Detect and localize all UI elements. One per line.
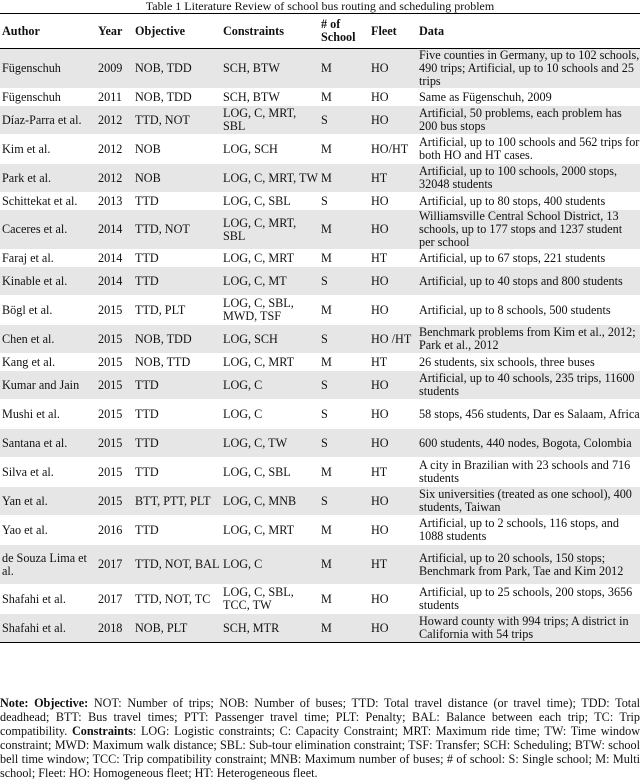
cell-year: 2013 xyxy=(96,193,133,210)
cell-data: Artificial, up to 67 stops, 221 students xyxy=(417,250,640,267)
cell-school: M xyxy=(319,614,369,643)
header-constraints: Constraints xyxy=(221,14,319,49)
cell-year: 2016 xyxy=(96,516,133,545)
cell-fleet: HT xyxy=(369,250,417,267)
cell-school: S xyxy=(319,429,369,458)
cell-data: Williamsville Central School District, 13 schools, up to 177 stops and 1237 student per school xyxy=(417,210,640,250)
cell-objective: TTD xyxy=(133,267,221,296)
cell-year: 2015 xyxy=(96,400,133,429)
cell-school: M xyxy=(319,458,369,487)
table-row xyxy=(0,487,640,516)
cell-objective: TTD xyxy=(133,400,221,429)
cell-data: 26 students, six schools, three buses xyxy=(417,354,640,371)
table-caption: Table 1 Literature Review of school bus routing and scheduling problem xyxy=(145,0,495,13)
cell-fleet: HO xyxy=(369,89,417,106)
cell-school: M xyxy=(319,210,369,250)
cell-fleet: HO xyxy=(369,371,417,400)
cell-constraints: LOG, C, TW xyxy=(221,429,319,458)
cell-year: 2009 xyxy=(96,49,133,89)
header-year: Year xyxy=(96,14,133,49)
table-row xyxy=(0,400,640,429)
cell-data: Benchmark problems from Kim et al., 2012; Park et al., 2012 xyxy=(417,325,640,354)
cell-constraints: LOG, C, MNB xyxy=(221,487,319,516)
cell-constraints: LOG, C, SBL xyxy=(221,193,319,210)
cell-author: Fügenschuh xyxy=(0,49,96,89)
cell-fleet: HO /HT xyxy=(369,325,417,354)
cell-school: M xyxy=(319,164,369,193)
table-row xyxy=(0,106,640,135)
cell-constraints: SCH, BTW xyxy=(221,89,319,106)
table-row xyxy=(0,267,640,296)
cell-objective: NOB xyxy=(133,135,221,164)
cell-school: S xyxy=(319,267,369,296)
cell-constraints: LOG, SCH xyxy=(221,135,319,164)
cell-year: 2015 xyxy=(96,458,133,487)
cell-fleet: HO xyxy=(369,487,417,516)
cell-author: Chen et al. xyxy=(0,325,96,354)
cell-objective: NOB xyxy=(133,164,221,193)
cell-objective: TTD, NOT xyxy=(133,106,221,135)
cell-author: Caceres et al. xyxy=(0,210,96,250)
cell-author: Kumar and Jain xyxy=(0,371,96,400)
cell-constraints: LOG, C, MRT xyxy=(221,354,319,371)
cell-objective: BTT, PTT, PLT xyxy=(133,487,221,516)
cell-fleet: HT xyxy=(369,545,417,585)
cell-year: 2015 xyxy=(96,354,133,371)
cell-year: 2015 xyxy=(96,296,133,325)
cell-fleet: HO/HT xyxy=(369,135,417,164)
cell-constraints: SCH, MTR xyxy=(221,614,319,643)
cell-data: Artificial, 50 problems, each problem has 200 bus stops xyxy=(417,106,640,135)
table-row xyxy=(0,250,640,267)
cell-objective: TTD xyxy=(133,429,221,458)
table-row xyxy=(0,458,640,487)
cell-school: M xyxy=(319,545,369,585)
cell-data: Same as Fügenschuh, 2009 xyxy=(417,89,640,106)
cell-constraints: SCH, BTW xyxy=(221,49,319,89)
cell-author: Shafahi et al. xyxy=(0,585,96,614)
note-objective-text: NOT: Number of trips; NOB: Number of buses; TTD: Total travel distance (or travel time); TDD: Total deadhead; BTT: Bus travel times; PTT: Passenger travel time; PLT: Penalty; BAL: Balance between each trip; TC: Trip compatibility. xyxy=(0,696,640,738)
table-row xyxy=(0,545,640,585)
cell-year: 2018 xyxy=(96,614,133,643)
cell-year: 2014 xyxy=(96,250,133,267)
cell-school: S xyxy=(319,371,369,400)
cell-objective: NOB, TTD xyxy=(133,354,221,371)
cell-author: Kim et al. xyxy=(0,135,96,164)
cell-school: M xyxy=(319,135,369,164)
table-row xyxy=(0,516,640,545)
cell-author: Fügenschuh xyxy=(0,89,96,106)
cell-fleet: HO xyxy=(369,193,417,210)
cell-author: Yan et al. xyxy=(0,487,96,516)
cell-fleet: HO xyxy=(369,516,417,545)
cell-author: Díaz-Parra et al. xyxy=(0,106,96,135)
table-row xyxy=(0,429,640,458)
cell-fleet: HO xyxy=(369,429,417,458)
cell-fleet: HT xyxy=(369,354,417,371)
cell-data: Howard county with 994 trips; A district in California with 54 trips xyxy=(417,614,640,643)
table-row xyxy=(0,193,640,210)
cell-year: 2015 xyxy=(96,487,133,516)
cell-author: Bögl et al. xyxy=(0,296,96,325)
header-school: # of School xyxy=(319,14,369,49)
table-note xyxy=(0,696,640,780)
cell-data: Artificial, up to 2 schools, 116 stops, and 1088 students xyxy=(417,516,640,545)
cell-data: A city in Brazilian with 23 schools and 716 students xyxy=(417,458,640,487)
cell-year: 2014 xyxy=(96,267,133,296)
cell-objective: TTD, NOT xyxy=(133,210,221,250)
cell-year: 2012 xyxy=(96,106,133,135)
cell-objective: TTD xyxy=(133,193,221,210)
table-row xyxy=(0,354,640,371)
cell-objective: NOB, TDD xyxy=(133,89,221,106)
cell-data: Artificial, up to 25 schools, 200 stops, 3656 students xyxy=(417,585,640,614)
cell-data: Artificial, up to 20 schools, 150 stops; Benchmark from Park, Tae and Kim 2012 xyxy=(417,545,640,585)
cell-constraints: LOG, C, SBL, TCC, TW xyxy=(221,585,319,614)
cell-author: Kinable et al. xyxy=(0,267,96,296)
cell-constraints: LOG, C, MRT, SBL xyxy=(221,106,319,135)
cell-constraints: LOG, C xyxy=(221,545,319,585)
cell-fleet: HO xyxy=(369,296,417,325)
cell-year: 2015 xyxy=(96,325,133,354)
cell-objective: TTD, NOT, TC xyxy=(133,585,221,614)
table-row xyxy=(0,585,640,614)
cell-year: 2017 xyxy=(96,585,133,614)
cell-school: M xyxy=(319,516,369,545)
table-row xyxy=(0,325,640,354)
note-objective-label: Note: Objective: xyxy=(0,696,89,710)
cell-year: 2015 xyxy=(96,429,133,458)
cell-fleet: HT xyxy=(369,458,417,487)
table-row xyxy=(0,296,640,325)
cell-data: Artificial, up to 100 schools and 562 trips for both HO and HT cases. xyxy=(419,135,640,162)
table-row xyxy=(0,371,640,400)
table-row xyxy=(0,614,640,643)
cell-data: Five counties in Germany, up to 102 schools, 490 trips; Artificial, up to 10 schools and 25 trips xyxy=(419,48,640,88)
cell-school: S xyxy=(319,106,369,135)
table-body xyxy=(0,49,640,643)
cell-school: M xyxy=(319,296,369,325)
cell-objective: TTD, PLT xyxy=(133,296,221,325)
cell-author: Mushi et al. xyxy=(0,400,96,429)
cell-school: S xyxy=(319,193,369,210)
header-row xyxy=(0,14,640,49)
cell-author: Yao et al. xyxy=(0,516,96,545)
cell-fleet: HO xyxy=(369,267,417,296)
cell-data: Artificial, up to 40 stops and 800 students xyxy=(417,267,640,296)
cell-objective: NOB, PLT xyxy=(133,614,221,643)
cell-objective: NOB, TDD xyxy=(133,325,221,354)
cell-data: Artificial, up to 8 schools, 500 students xyxy=(417,296,640,325)
table-row xyxy=(0,135,640,164)
cell-year: 2012 xyxy=(96,164,133,193)
cell-fleet: HT xyxy=(369,164,417,193)
cell-constraints: LOG, SCH xyxy=(221,325,319,354)
cell-constraints: LOG, C, MRT, TW xyxy=(221,164,319,193)
header-author: Author xyxy=(0,14,96,49)
cell-year: 2014 xyxy=(96,210,133,250)
cell-objective: NOB, TDD xyxy=(133,49,221,89)
cell-data: Artificial, up to 80 stops, 400 students xyxy=(417,193,640,210)
literature-table xyxy=(0,13,640,643)
cell-author: Schittekat et al. xyxy=(0,193,96,210)
cell-year: 2011 xyxy=(96,89,133,106)
table-row xyxy=(0,164,640,193)
cell-fleet: HO xyxy=(369,106,417,135)
cell-data: 58 stops, 456 students, Dar es Salaam, Africa xyxy=(417,400,640,429)
cell-author: Santana et al. xyxy=(0,429,96,458)
cell-constraints: LOG, C, MRT xyxy=(221,516,319,545)
cell-fleet: HO xyxy=(369,49,417,89)
cell-year: 2012 xyxy=(96,135,133,164)
cell-school: M xyxy=(319,250,369,267)
cell-school: M xyxy=(319,89,369,106)
cell-objective: TTD, NOT, BAL xyxy=(133,545,221,585)
cell-author: Silva et al. xyxy=(0,458,96,487)
cell-objective: TTD xyxy=(133,516,221,545)
cell-data: 600 students, 440 nodes, Bogota, Colombia xyxy=(417,429,640,458)
cell-objective: TTD xyxy=(133,458,221,487)
cell-constraints: LOG, C xyxy=(221,400,319,429)
cell-data: Artificial, up to 100 schools, 2000 stops, 32048 students xyxy=(417,164,640,193)
cell-author: Park et al. xyxy=(0,164,96,193)
table-row xyxy=(0,210,640,250)
cell-fleet: HO xyxy=(369,210,417,250)
note-constraints-label: Constraints xyxy=(71,724,133,738)
cell-school: S xyxy=(319,325,369,354)
cell-school: S xyxy=(319,400,369,429)
cell-year: 2015 xyxy=(96,371,133,400)
cell-objective: TTD xyxy=(133,250,221,267)
cell-author: Faraj et al. xyxy=(0,250,96,267)
cell-fleet: HO xyxy=(369,585,417,614)
cell-data: Six universities (treated as one school), 400 students, Taiwan xyxy=(417,487,640,516)
cell-fleet: HO xyxy=(369,614,417,643)
cell-constraints: LOG, C, MRT xyxy=(221,250,319,267)
table-row xyxy=(0,49,640,89)
cell-constraints: LOG, C, SBL, MWD, TSF xyxy=(221,296,319,325)
cell-fleet: HO xyxy=(369,400,417,429)
cell-author: Shafahi et al. xyxy=(0,614,96,643)
cell-author: Kang et al. xyxy=(0,354,96,371)
cell-constraints: LOG, C xyxy=(221,371,319,400)
header-data: Data xyxy=(417,14,640,49)
cell-constraints: LOG, C, MT xyxy=(221,267,319,296)
cell-constraints: LOG, C, MRT, SBL xyxy=(221,210,319,250)
cell-data: Artificial, up to 40 schools, 235 trips, 11600 students xyxy=(417,371,640,400)
table-row xyxy=(0,89,640,106)
cell-constraints: LOG, C, SBL xyxy=(221,458,319,487)
header-fleet: Fleet xyxy=(369,14,417,49)
cell-school: M xyxy=(319,585,369,614)
cell-objective: TTD xyxy=(133,371,221,400)
header-objective: Objective xyxy=(133,14,221,49)
cell-school: S xyxy=(319,487,369,516)
cell-year: 2017 xyxy=(96,545,133,585)
cell-author: de Souza Lima et al. xyxy=(0,545,96,585)
cell-school: M xyxy=(319,49,369,89)
note-constraints-text: : LOG: Logistic constraints; C: Capacity Constraint; MRT: Maximum ride time; TW: Time window constraint; MWD: Maximum walk distance; SBL: Sub-tour elimination constraint; TSF: Transfer; SCH: Scheduling; BTW: school bell time window; TCC: Trip compatibility constraint; MNB: Maximum number of buses; # of school: S: Single school; M: Multi school; Fleet: HO: Homogeneous fleet; HT: Heterogeneous fleet. xyxy=(0,724,640,780)
cell-school: M xyxy=(319,354,369,371)
